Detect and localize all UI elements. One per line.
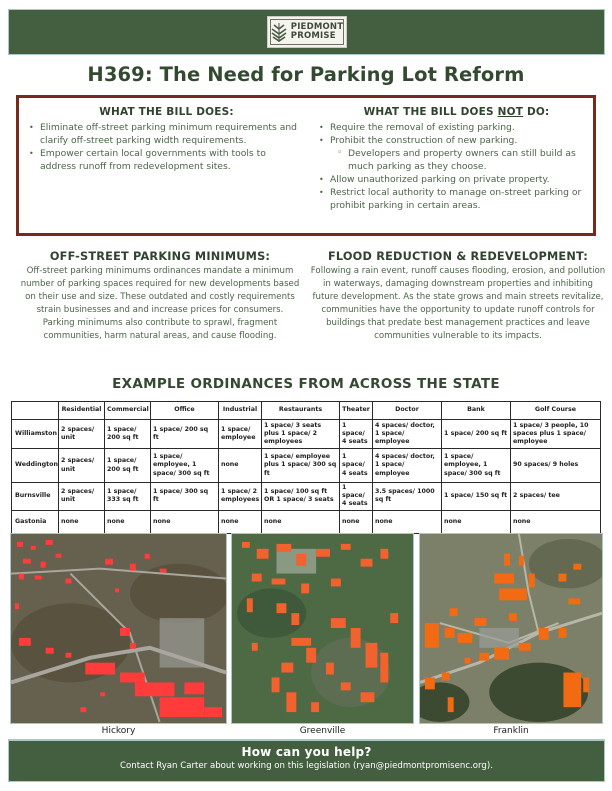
bill-does-not-list [319, 121, 594, 212]
logo-wordmark [291, 23, 343, 41]
table-cell: 2 spaces/ tee [511, 483, 601, 511]
column-header: Industrial [219, 402, 262, 420]
section-body: Off-street parking minimums ordinances mandate a minimum number of parking spaces required for new developments based on their use and size. These outdated and costly requirements strain businesses and and increase prices for consumers. Parking minimums also contribute to sprawl, fragment communities, harm natural areas, and cause flooding. [20, 266, 300, 341]
table-cell: 1 space/ 4 seats [340, 420, 373, 449]
table-row [12, 510, 601, 533]
table-cell: none [219, 449, 262, 483]
parking-minimums-section [20, 250, 300, 342]
logo-line-1: PIEDMONT [290, 22, 344, 32]
table-cell: 1 space/ 4 seats [340, 483, 373, 511]
list-subitem: ◦ Developers and property owners can still build as much parking as they choose. [319, 147, 594, 173]
list-item: • Require the removal of existing parking. [319, 121, 594, 134]
table-cell: 90 spaces/ 9 holes [511, 449, 601, 483]
column-header: Doctor [373, 402, 442, 420]
table-cell: 2 spaces/ unit [59, 420, 105, 449]
table-cell: 1 space/ 200 sq ft [105, 449, 151, 483]
map-label: Greenville [299, 726, 346, 736]
map-label: Hickory [101, 726, 136, 736]
section-heading: FLOOD REDUCTION & REDEVELOPMENT: [327, 250, 589, 263]
table-cell: 1 space/ 300 sq ft [151, 483, 219, 511]
heading-part: WHAT THE BILL DOES [363, 106, 498, 118]
column-header: Residential [59, 402, 105, 420]
table-cell: 1 space/ 150 sq ft [442, 483, 511, 511]
call-to-action-footer [8, 740, 605, 782]
bill-does-column [29, 106, 304, 173]
flood-reduction-section [310, 250, 606, 342]
aerial-maps [8, 533, 605, 740]
table-cell: none [59, 510, 105, 533]
column-header: Restaurants [262, 402, 340, 420]
table-cell: none [262, 510, 340, 533]
table-cell: none [219, 510, 262, 533]
table-cell: 1 space/ 3 people, 10 spaces plus 1 space/ employee [511, 420, 601, 449]
city-cell: Weddington [12, 449, 59, 483]
table-cell: 4 spaces/ doctor, 1 space/ employee [373, 420, 442, 449]
table-cell: 1 space/ 200 sq ft [151, 420, 219, 449]
heading-emphasis: NOT [497, 106, 524, 118]
table-cell: 1 space/ 4 seats [340, 449, 373, 483]
table-cell: 1 space/ employee, 1 space/ 300 sq ft [442, 449, 511, 483]
footer-contact-text: Contact Ryan Carter about working on this legislation (ryan@piedmontpromisenc.org). [120, 761, 493, 771]
column-header: Office [151, 402, 219, 420]
bill-does-not-heading [319, 106, 594, 118]
list-item: • Empower certain local governments with tools to address runoff from redevelopment sites. [29, 147, 304, 173]
table-cell: 3.5 spaces/ 1000 sq ft [373, 483, 442, 511]
table-cell: 1 space/ employee, 1 space/ 300 sq ft [151, 449, 219, 483]
table-cell: none [340, 510, 373, 533]
ordinances-table [11, 401, 601, 534]
table-cell: none [373, 510, 442, 533]
city-cell: Williamston [12, 420, 59, 449]
table-cell: 1 space/ 3 seats plus 1 space/ 2 employees [262, 420, 340, 449]
city-cell: Gastonia [12, 510, 59, 533]
table-cell: 1 space/ 200 sq ft [105, 420, 151, 449]
ordinances-heading: EXAMPLE ORDINANCES FROM ACROSS THE STATE [112, 376, 500, 392]
column-header: Commercial [105, 402, 151, 420]
table-row [12, 483, 601, 511]
table-cell: 4 spaces/ doctor, 1 space/ employee [373, 449, 442, 483]
bill-does-heading: WHAT THE BILL DOES: [99, 106, 234, 118]
table-cell: 1 space/ 200 sq ft [442, 420, 511, 449]
map-label: Franklin [493, 726, 529, 736]
list-item: • Prohibit the construction of new parking. [319, 134, 594, 147]
table-row [12, 449, 601, 483]
aerial-image [232, 534, 413, 723]
footer-heading: How can you help? [241, 745, 372, 759]
table-header-row [12, 402, 601, 420]
column-header: Bank [442, 402, 511, 420]
page-title: H369: The Need for Parking Lot Reform [87, 63, 525, 86]
list-item: • Restrict local authority to manage on-street parking or prohibit parking in certain areas. [319, 186, 594, 212]
table-cell: 1 space/ 2 employees [219, 483, 262, 511]
column-header: Golf Course [511, 402, 601, 420]
table-cell: none [511, 510, 601, 533]
city-cell: Burnsville [12, 483, 59, 511]
greenville-aerial-map [231, 533, 414, 724]
column-header: Theater [340, 402, 373, 420]
list-item: • Allow unauthorized parking on private property. [319, 173, 594, 186]
table-cell: none [151, 510, 219, 533]
aerial-image [420, 534, 602, 723]
table-cell: 2 spaces/ unit [59, 483, 105, 511]
hickory-aerial-map [10, 533, 227, 724]
leaf-chevron-icon [270, 21, 288, 43]
section-body: Following a rain event, runoff causes flooding, erosion, and pollution in waterways, damaging downstream properties and inhibiting future development. As the state grows and main streets revitalize, communities have the opportunity to update runoff controls for buildings that predate best management practices and leave communities vulnerable to its impacts. [310, 266, 606, 341]
heading-part: DO: [523, 106, 550, 118]
piedmont-promise-logo [267, 16, 347, 48]
table-cell: 1 space/ 333 sq ft [105, 483, 151, 511]
section-heading: OFF-STREET PARKING MINIMUMS: [49, 250, 271, 263]
franklin-aerial-map [419, 533, 603, 724]
header-band [8, 9, 605, 55]
table-cell: none [442, 510, 511, 533]
aerial-image [11, 534, 226, 723]
list-item: • Eliminate off-street parking minimum requirements and clarify off-street parking width requirements. [29, 121, 304, 147]
table-cell: 1 space/ 100 sq ft OR 1 space/ 3 seats [262, 483, 340, 511]
bill-does-not-column [319, 106, 594, 212]
table-row [12, 420, 601, 449]
table-cell: 2 spaces/ unit [59, 449, 105, 483]
bill-summary-box [16, 95, 596, 236]
column-header [12, 402, 59, 420]
logo-line-2: PROMISE [290, 31, 336, 41]
table-cell: 1 space/ employee plus 1 space/ 300 sq ft [262, 449, 340, 483]
table-cell: 1 space/ employee [219, 420, 262, 449]
table-cell: none [105, 510, 151, 533]
bill-does-list [29, 121, 304, 173]
